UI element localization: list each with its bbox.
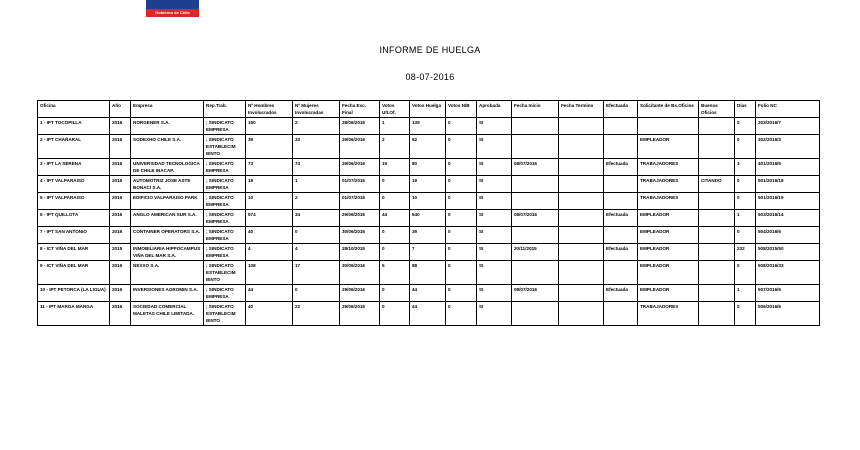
column-header: Empresa: [131, 101, 204, 118]
table-cell: INVERSIONES AGROMIN S.A.: [131, 285, 204, 302]
table-cell: 0: [446, 244, 477, 261]
table-cell: 0: [446, 261, 477, 285]
table-cell: TRABAJADORES: [638, 302, 699, 326]
table-cell: 0: [446, 285, 477, 302]
table-cell: SI: [477, 159, 512, 176]
table-cell: [559, 244, 604, 261]
table-cell: 1: [735, 210, 756, 227]
table-cell: 540: [410, 210, 446, 227]
table-cell: [559, 210, 604, 227]
table-cell: SI: [477, 193, 512, 210]
table-cell: 30/06/2016: [340, 227, 380, 244]
column-header: Oficina: [38, 101, 110, 118]
report-date: 08-07-2016: [405, 72, 455, 82]
table-cell: 3 - IPT LA SERENA: [38, 159, 110, 176]
table-cell: 2015: [110, 244, 131, 261]
table-cell: 0: [735, 176, 756, 193]
table-cell: 01/07/2016: [340, 176, 380, 193]
column-header: Buenos Oficios: [699, 101, 735, 118]
table-cell: 0: [380, 285, 410, 302]
header-row: [38, 101, 820, 118]
table-cell: NORGENER S.A.: [131, 118, 204, 135]
table-cell: SI: [477, 285, 512, 302]
table-cell: 2: [293, 193, 340, 210]
table-cell: 0: [446, 302, 477, 326]
table-cell: [699, 159, 735, 176]
table-cell: 2: [380, 135, 410, 159]
table-cell: 0: [380, 227, 410, 244]
table-cell: 0: [735, 227, 756, 244]
table-cell: 7 - IPT SAN ANTONIO: [38, 227, 110, 244]
table-cell: 29/06/2016: [340, 302, 380, 326]
column-header: Solicitante de Bs.Oficios: [638, 101, 699, 118]
column-header: Folio NC: [756, 101, 820, 118]
table-cell: 29/06/2016: [340, 210, 380, 227]
table-cell: 74: [293, 159, 340, 176]
table-cell: ; SINDICATO ESTABLECIM IENTO: [204, 261, 246, 285]
table-cell: 507/2016/6: [756, 285, 820, 302]
table-cell: Efectuada: [604, 210, 638, 227]
table-cell: 232: [735, 244, 756, 261]
table-cell: 574: [246, 210, 293, 227]
table-cell: 6 - IPT QUILLOTA: [38, 210, 110, 227]
table-cell: 34: [293, 210, 340, 227]
report-title: INFORME DE HUELGA: [379, 45, 481, 55]
table-cell: 40: [246, 227, 293, 244]
table-cell: 4: [293, 244, 340, 261]
table-cell: SI: [477, 302, 512, 326]
table-cell: 2016: [110, 210, 131, 227]
table-cell: ; SINDICATO EMPRESA: [204, 193, 246, 210]
table-cell: 20/11/2015: [512, 244, 559, 261]
table-cell: [604, 302, 638, 326]
table-row: [38, 118, 820, 135]
table-cell: 108: [246, 261, 293, 285]
table-cell: 0: [446, 135, 477, 159]
table-cell: EMPLEADOR: [638, 261, 699, 285]
table-cell: 0: [446, 118, 477, 135]
table-cell: 29/06/2016: [340, 159, 380, 176]
table-cell: EMPLEADOR: [638, 285, 699, 302]
table-cell: 0: [380, 302, 410, 326]
table-cell: [604, 193, 638, 210]
table-cell: 4: [246, 244, 293, 261]
table-cell: [699, 118, 735, 135]
table-cell: 01/07/2016: [340, 193, 380, 210]
column-header: Fecha Termino: [559, 101, 604, 118]
table-cell: 1 - IPT TOCOPILLA: [38, 118, 110, 135]
table-cell: 7: [410, 244, 446, 261]
table-cell: 2016: [110, 176, 131, 193]
table-cell: 0: [446, 159, 477, 176]
table-cell: 2016: [110, 159, 131, 176]
table-cell: EMPLEADOR: [638, 135, 699, 159]
table-cell: 08/07/2016: [512, 285, 559, 302]
table-cell: [559, 176, 604, 193]
table-cell: [512, 118, 559, 135]
table-cell: [604, 135, 638, 159]
logo-blue-band: [146, 0, 199, 9]
column-header: Rep.Trab.: [204, 101, 246, 118]
table-cell: 33: [293, 135, 340, 159]
table-cell: 18: [246, 176, 293, 193]
table-cell: 39: [410, 227, 446, 244]
table-cell: 8 - ICT VIÑA DEL MAR: [38, 244, 110, 261]
table-cell: [559, 159, 604, 176]
table-cell: SI: [477, 135, 512, 159]
table-row: [38, 261, 820, 285]
table-cell: 5: [380, 261, 410, 285]
table-cell: 0: [446, 193, 477, 210]
column-header: Votos Huelga: [410, 101, 446, 118]
table-cell: SI: [477, 261, 512, 285]
table-cell: Efectuada: [604, 285, 638, 302]
logo-text: Gobierno de Chile: [155, 10, 190, 15]
table-cell: [699, 261, 735, 285]
table-cell: 39: [246, 135, 293, 159]
table-cell: [604, 118, 638, 135]
table-cell: 29/06/2016: [340, 135, 380, 159]
table-cell: SI: [477, 210, 512, 227]
table-cell: 0: [380, 193, 410, 210]
table-cell: 1: [293, 176, 340, 193]
table-cell: SI: [477, 244, 512, 261]
table-cell: 0: [735, 118, 756, 135]
table-cell: [559, 135, 604, 159]
table-cell: SODEXHO CHILE S.A.: [131, 135, 204, 159]
table-cell: 11 - IPT MARGA MARGA: [38, 302, 110, 326]
table-cell: [699, 193, 735, 210]
table-cell: 1: [735, 285, 756, 302]
table-cell: 0: [380, 244, 410, 261]
table-cell: 28/10/2015: [340, 244, 380, 261]
table-cell: 160: [246, 118, 293, 135]
table-cell: ; SINDICATO ESTABLECIM IENTO: [204, 135, 246, 159]
table-cell: [512, 193, 559, 210]
table-cell: SOCIEDAD COMERCIAL MALETAS CHILE LIMITADA.: [131, 302, 204, 326]
table-cell: 5 - IPT VALPARAISO: [38, 193, 110, 210]
table-cell: EDIFICIO VALPARAISO PARK: [131, 193, 204, 210]
table-cell: [559, 193, 604, 210]
table-cell: [699, 285, 735, 302]
table-cell: 302/2016/3: [756, 135, 820, 159]
table-cell: 88: [410, 261, 446, 285]
table-cell: INMOBILIARIA HIPPOCAMPUS VIÑA DEL MAR S.A.: [131, 244, 204, 261]
table-cell: 0: [735, 135, 756, 159]
table-cell: 29/06/2016: [340, 285, 380, 302]
table-cell: 08/07/2016: [512, 159, 559, 176]
table-cell: 1: [380, 118, 410, 135]
table-cell: 4 - IPT VALPARAISO: [38, 176, 110, 193]
table-cell: 10 - IPT PETORCA (LA LIGUA): [38, 285, 110, 302]
table-cell: 44: [410, 285, 446, 302]
column-header: Aprobada: [477, 101, 512, 118]
table-cell: 2016: [110, 302, 131, 326]
table-cell: 17: [293, 261, 340, 285]
table-row: [38, 159, 820, 176]
table-cell: TRABAJADORES: [638, 193, 699, 210]
table-cell: ; SINDICATO EMPRESA: [204, 244, 246, 261]
table-cell: 0: [446, 227, 477, 244]
table-cell: 0: [293, 227, 340, 244]
table-cell: TRABAJADORES: [638, 176, 699, 193]
table-cell: [699, 210, 735, 227]
table-cell: 19: [410, 176, 446, 193]
table-cell: [512, 302, 559, 326]
table-cell: EMPLEADOR: [638, 210, 699, 227]
table-cell: 08/07/2016: [512, 210, 559, 227]
table-row: [38, 302, 820, 326]
table-row: [38, 285, 820, 302]
table-cell: 44: [410, 302, 446, 326]
table-cell: 508/2016/33: [756, 261, 820, 285]
table-cell: 401/2016/6: [756, 159, 820, 176]
table-cell: CITANDO: [699, 176, 735, 193]
table-cell: 2: [293, 118, 340, 135]
table-cell: 0: [446, 176, 477, 193]
table-cell: 30/06/2016: [340, 261, 380, 285]
table-cell: 0: [446, 210, 477, 227]
table-cell: 28/06/2016: [340, 118, 380, 135]
table-cell: [699, 302, 735, 326]
table-cell: AUTOMOTRIZ JOSE ASTE BONACI S.A.: [131, 176, 204, 193]
table-cell: 501/2016/19: [756, 193, 820, 210]
table-cell: UNIVERSIDAD TECNOLOGICA DE CHILE INACAP.: [131, 159, 204, 176]
table-cell: 19: [380, 159, 410, 176]
table-cell: 2 - IPT CHAÑARAL: [38, 135, 110, 159]
table-cell: 506/2016/6: [756, 302, 820, 326]
table-cell: [604, 227, 638, 244]
table-cell: 2016: [110, 118, 131, 135]
table-cell: SI: [477, 227, 512, 244]
gobierno-logo: [146, 0, 199, 17]
table-cell: 2016: [110, 193, 131, 210]
table-cell: [638, 118, 699, 135]
table-cell: ; SINDICATO EMPRESA: [204, 210, 246, 227]
table-cell: 10: [246, 193, 293, 210]
table-cell: 0: [735, 302, 756, 326]
table-cell: ; SINDICATO ESTABLECIM IENTO: [204, 302, 246, 326]
column-header: Votos Ult.Of.: [380, 101, 410, 118]
table-cell: 9 - ICT VIÑA DEL MAR: [38, 261, 110, 285]
table-cell: 0: [735, 261, 756, 285]
table-cell: [699, 227, 735, 244]
table-cell: [559, 302, 604, 326]
table-cell: SI: [477, 118, 512, 135]
table-cell: [512, 227, 559, 244]
table-cell: 40: [246, 302, 293, 326]
table-row: [38, 227, 820, 244]
column-header: Fecha Exc. Final: [340, 101, 380, 118]
column-header: Nº Hombres Involucrados: [246, 101, 293, 118]
table-cell: [512, 176, 559, 193]
table-cell: [699, 244, 735, 261]
column-header: Efectuada: [604, 101, 638, 118]
table-cell: 2016: [110, 227, 131, 244]
table-cell: [559, 227, 604, 244]
table-cell: CONTAINER OPERATORS S.A.: [131, 227, 204, 244]
table-cell: ANGLO AMERICAN SUR S.A.: [131, 210, 204, 227]
table-cell: ; SINDICATO EMPRESA: [204, 285, 246, 302]
table-cell: 80: [410, 159, 446, 176]
table-cell: 0: [293, 285, 340, 302]
table-cell: 2016: [110, 261, 131, 285]
table-cell: ; SINDICATO EMPRESA: [204, 118, 246, 135]
table-cell: Efectuada: [604, 244, 638, 261]
table-cell: ; SINDICATO EMPRESA: [204, 227, 246, 244]
table-cell: 62: [410, 135, 446, 159]
strike-report-table: [37, 100, 820, 326]
column-header: Días: [735, 101, 756, 118]
table-cell: 139: [410, 118, 446, 135]
table-cell: [559, 261, 604, 285]
table-cell: [699, 135, 735, 159]
table-cell: 44: [380, 210, 410, 227]
table-row: [38, 210, 820, 227]
table-row: [38, 244, 820, 261]
column-header: Fecha Inicio: [512, 101, 559, 118]
table-cell: [512, 135, 559, 159]
table-cell: 501/2016/18: [756, 176, 820, 193]
table-cell: 2016: [110, 135, 131, 159]
table-cell: [512, 261, 559, 285]
table-cell: SI: [477, 176, 512, 193]
table-cell: ; SINDICATO EMPRESA: [204, 159, 246, 176]
column-header: Nº Mujeres Involucradas: [293, 101, 340, 118]
table-cell: NEXXO S.A.: [131, 261, 204, 285]
table-cell: 504/2016/6: [756, 227, 820, 244]
table-cell: TRABAJADORES: [638, 159, 699, 176]
table-cell: [559, 118, 604, 135]
table-row: [38, 193, 820, 210]
table-cell: EMPLEADOR: [638, 227, 699, 244]
table-cell: EMPLEADOR: [638, 244, 699, 261]
column-header: Año: [110, 101, 131, 118]
table-cell: 503/2016/14: [756, 210, 820, 227]
table-row: [38, 176, 820, 193]
table-row: [38, 135, 820, 159]
table-cell: 10: [410, 193, 446, 210]
table-cell: 3: [735, 159, 756, 176]
table-cell: [559, 285, 604, 302]
table-cell: 73: [246, 159, 293, 176]
table-cell: 508/2015/50: [756, 244, 820, 261]
column-header: Votos N/B: [446, 101, 477, 118]
table-cell: 0: [735, 193, 756, 210]
table-cell: 2016: [110, 285, 131, 302]
table-cell: ; SINDICATO EMPRESA: [204, 176, 246, 193]
table-cell: 44: [246, 285, 293, 302]
table-cell: [604, 176, 638, 193]
table-cell: Efectuada: [604, 159, 638, 176]
table-cell: 22: [293, 302, 340, 326]
table-cell: 0: [380, 176, 410, 193]
table-cell: 203/2016/7: [756, 118, 820, 135]
table-cell: [604, 261, 638, 285]
